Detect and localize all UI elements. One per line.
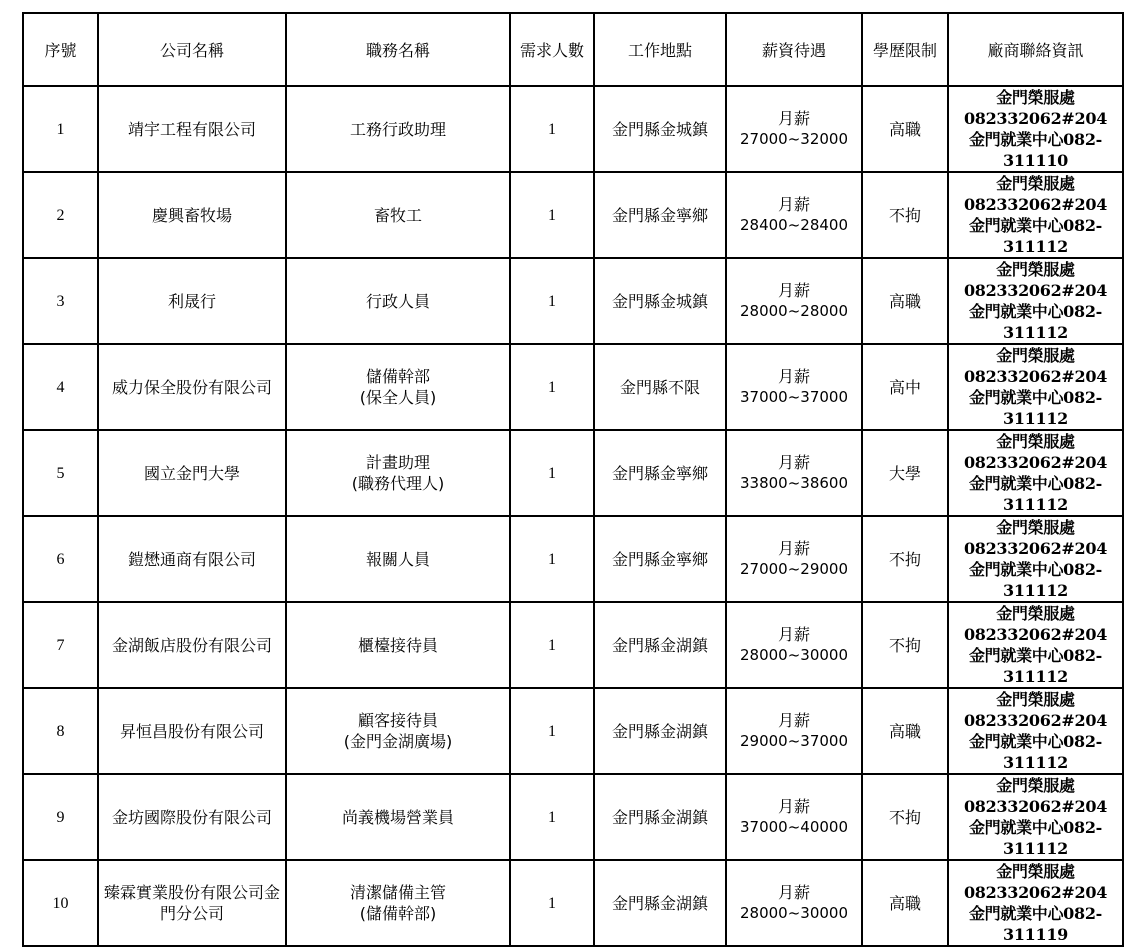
table-row [23,344,1123,430]
job-title-line: 計畫助理 [365,453,430,472]
job-title-line: 清潔儲備主管 [349,883,446,902]
salary-range: 33800~38600 [739,474,848,492]
job-title-line: 行政人員 [365,291,430,311]
company-name: 利晟行 [98,258,286,344]
table-row [23,516,1123,602]
work-location: 金門縣金湖鎮 [594,860,726,946]
salary-label: 月薪 [777,539,810,558]
job-title-line: (職務代理人) [351,474,445,493]
salary [726,860,862,946]
work-location: 金門縣金城鎮 [594,258,726,344]
salary [726,86,862,172]
work-location: 金門縣金寧鄉 [594,430,726,516]
company-name: 慶興畜牧場 [98,172,286,258]
salary-label: 月薪 [777,195,810,214]
work-location: 金門縣金湖鎮 [594,688,726,774]
salary [726,430,862,516]
company-name: 威力保全股份有限公司 [98,344,286,430]
headcount: 1 [510,688,594,774]
header-cell-contact: 廠商聯絡資訊 [948,13,1123,86]
header-cell-education: 學歷限制 [862,13,948,86]
education-requirement: 不拘 [862,516,948,602]
job-rows [23,86,1123,946]
contact-info [948,258,1123,344]
contact-line: 金門就業中心082-311112 [968,216,1103,256]
contact-line: 金門榮服處082332062#204 [963,260,1108,300]
education-requirement: 高職 [862,860,948,946]
contact-line: 金門就業中心082-311112 [968,646,1103,686]
contact-line: 金門榮服處082332062#204 [963,432,1108,472]
education-requirement: 高職 [862,86,948,172]
salary-label: 月薪 [777,453,810,472]
header-cell-count: 需求人數 [510,13,594,86]
work-location: 金門縣金寧鄉 [594,172,726,258]
contact-info [948,86,1123,172]
salary [726,172,862,258]
contact-info [948,602,1123,688]
contact-line: 金門榮服處082332062#204 [963,88,1108,128]
job-title [286,172,510,258]
salary [726,774,862,860]
row-number: 2 [23,172,98,258]
job-title-line: 櫃檯接待員 [357,635,438,655]
job-listings-table [22,12,1124,947]
salary-label: 月薪 [777,625,810,644]
headcount: 1 [510,86,594,172]
header-row [23,13,1123,86]
salary-range: 28400~28400 [739,216,848,234]
contact-line: 金門榮服處082332062#204 [963,346,1108,386]
header-cell-title: 職務名稱 [286,13,510,86]
education-requirement: 高職 [862,258,948,344]
headcount: 1 [510,258,594,344]
education-requirement: 不拘 [862,774,948,860]
salary-label: 月薪 [777,883,810,902]
salary-range: 27000~29000 [739,560,848,578]
contact-line: 金門就業中心082-311110 [968,130,1103,170]
contact-line: 金門就業中心082-311119 [968,904,1103,944]
table-row [23,688,1123,774]
job-title-line: 畜牧工 [373,205,422,225]
contact-line: 金門榮服處082332062#204 [963,776,1108,816]
row-number: 5 [23,430,98,516]
job-title-line: (金門金湖廣場) [343,732,453,751]
job-title [286,516,510,602]
contact-info [948,430,1123,516]
job-title [286,774,510,860]
company-name: 昇恒昌股份有限公司 [98,688,286,774]
education-requirement: 不拘 [862,602,948,688]
headcount: 1 [510,602,594,688]
row-number: 6 [23,516,98,602]
table-row [23,774,1123,860]
job-title [286,86,510,172]
headcount: 1 [510,172,594,258]
row-number: 4 [23,344,98,430]
job-title [286,258,510,344]
header-cell-company: 公司名稱 [98,13,286,86]
work-location: 金門縣金城鎮 [594,86,726,172]
contact-line: 金門榮服處082332062#204 [963,174,1108,214]
education-requirement: 不拘 [862,172,948,258]
header-cell-no: 序號 [23,13,98,86]
contact-line: 金門就業中心082-311112 [968,818,1103,858]
contact-line: 金門就業中心082-311112 [968,388,1103,428]
work-location: 金門縣不限 [594,344,726,430]
company-name: 國立金門大學 [98,430,286,516]
contact-line: 金門榮服處082332062#204 [963,604,1108,644]
job-title-line: (保全人員) [359,388,437,407]
table-row [23,258,1123,344]
contact-line: 金門就業中心082-311112 [968,732,1103,772]
job-title-line: 工務行政助理 [349,119,446,139]
headcount: 1 [510,860,594,946]
row-number: 9 [23,774,98,860]
row-number: 7 [23,602,98,688]
contact-info [948,516,1123,602]
job-title [286,688,510,774]
headcount: 1 [510,430,594,516]
contact-line: 金門榮服處082332062#204 [963,690,1108,730]
education-requirement: 高中 [862,344,948,430]
row-number: 3 [23,258,98,344]
salary-label: 月薪 [777,367,810,386]
table-row [23,86,1123,172]
company-name: 臻霖實業股份有限公司金門分公司 [98,860,286,946]
contact-line: 金門榮服處082332062#204 [963,518,1108,558]
contact-info [948,860,1123,946]
salary-range: 28000~30000 [739,904,848,922]
row-number: 10 [23,860,98,946]
job-title [286,860,510,946]
job-title-line: 報關人員 [365,549,430,569]
salary [726,688,862,774]
table-row [23,602,1123,688]
salary-label: 月薪 [777,109,810,128]
job-title-line: 儲備幹部 [365,367,430,386]
header-cell-salary: 薪資待遇 [726,13,862,86]
salary-range: 37000~40000 [739,818,848,836]
contact-info [948,774,1123,860]
contact-line: 金門就業中心082-311112 [968,560,1103,600]
education-requirement: 大學 [862,430,948,516]
headcount: 1 [510,344,594,430]
work-location: 金門縣金湖鎮 [594,774,726,860]
contact-info [948,688,1123,774]
company-name: 靖宇工程有限公司 [98,86,286,172]
headcount: 1 [510,774,594,860]
contact-line: 金門榮服處082332062#204 [963,862,1108,902]
job-title [286,430,510,516]
work-location: 金門縣金寧鄉 [594,516,726,602]
job-title-line: 顧客接待員 [357,711,438,730]
salary [726,258,862,344]
salary-label: 月薪 [777,797,810,816]
contact-info [948,344,1123,430]
salary-range: 27000~32000 [739,130,848,148]
work-location: 金門縣金湖鎮 [594,602,726,688]
salary-label: 月薪 [777,711,810,730]
row-number: 8 [23,688,98,774]
contact-info [948,172,1123,258]
salary-range: 28000~28000 [739,302,848,320]
company-name: 金坊國際股份有限公司 [98,774,286,860]
row-number: 1 [23,86,98,172]
table-row [23,860,1123,946]
salary [726,516,862,602]
company-name: 鎧懋通商有限公司 [98,516,286,602]
job-title [286,602,510,688]
header-cell-location: 工作地點 [594,13,726,86]
table-row [23,430,1123,516]
company-name: 金湖飯店股份有限公司 [98,602,286,688]
education-requirement: 高職 [862,688,948,774]
contact-line: 金門就業中心082-311112 [968,474,1103,514]
headcount: 1 [510,516,594,602]
salary-label: 月薪 [777,281,810,300]
salary [726,344,862,430]
job-title-line: 尚義機場營業員 [341,807,454,827]
salary [726,602,862,688]
salary-range: 29000~37000 [739,732,848,750]
table-row [23,172,1123,258]
job-title-line: (儲備幹部) [359,904,437,923]
salary-range: 37000~37000 [739,388,848,406]
salary-range: 28000~30000 [739,646,848,664]
contact-line: 金門就業中心082-311112 [968,302,1103,342]
job-title [286,344,510,430]
